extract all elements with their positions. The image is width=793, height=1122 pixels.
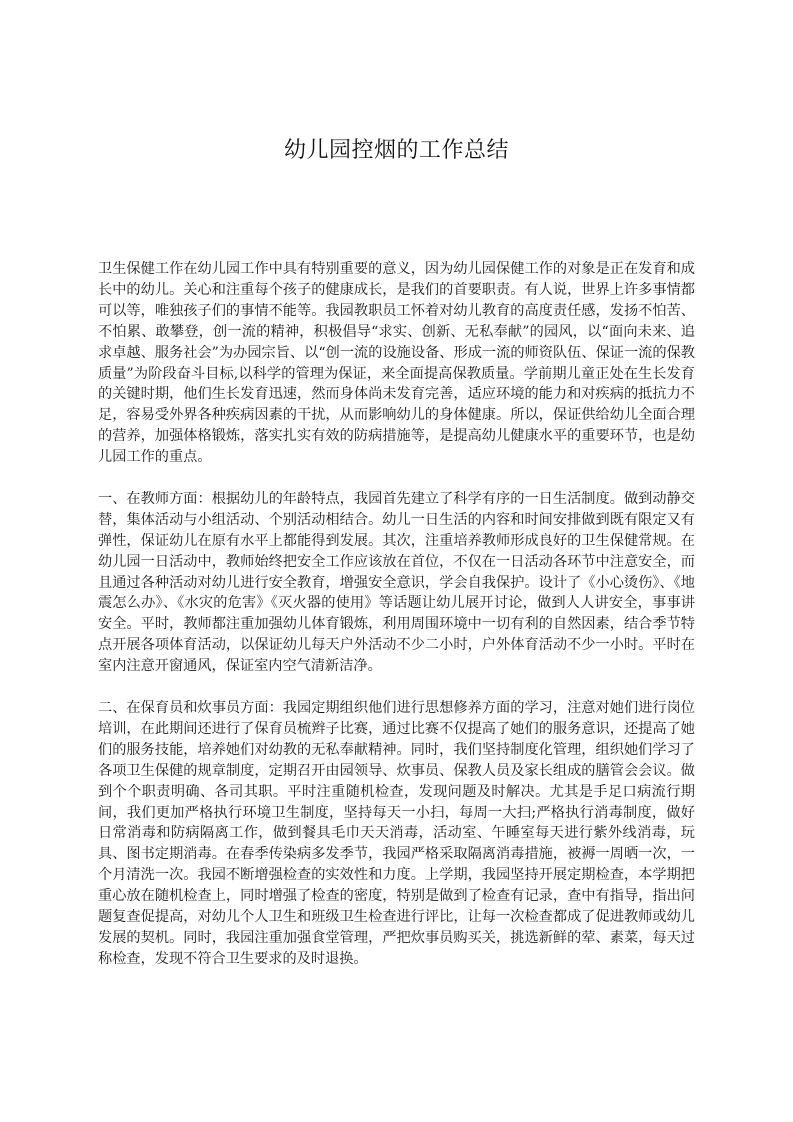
document-body (98, 259, 695, 991)
paragraph-caregivers-cooks: 二、在保育员和炊事员方面：我园定期组织他们进行思想修养方面的学习，注意对她们进行岗位培训，在此期间还进行了保育员梳辫子比赛，通过比赛不仅提高了她们的服务意识，还提高了她们的服务技能，培养她们对幼教的无私奉献精神。同时，我们坚持制度化管理，组织她们学习了各项卫生保健的规章制度，定期召开由园领导、炊事员、保教人员及家长组成的膳管会会议。做到个个职责明确、各司其职。平时注重随机检查，发现问题及时解决。尤其是手足口病流行期间，我们更加严格执行环境卫生制度，坚持每天一小扫，每周一大扫;严格执行消毒制度，做好日常消毒和防病隔离工作，做到餐具毛巾天天消毒，活动室、午睡室每天进行紫外线消毒，玩具、图书定期消毒。在春季传染病多发季节，我园严格采取隔离消毒措施，被褥一周晒一次，一个月清洗一次。我园不断增强检查的实效性和力度。上学期，我园坚持开展定期检查，本学期把重心放在随机检查上，同时增强了检查的密度，特别是做到了检查有记录，查中有指导，指出问题复查促提高，对幼儿个人卫生和班级卫生检查进行评比，让每一次检查都成了促进教师或幼儿发展的契机。同时，我园注重加强食堂管理，严把炊事员购买关，挑选新鲜的荤、素菜，每天过称检查，发现不符合卫生要求的及时退换。 (98, 700, 695, 967)
paragraph-teachers: 一、在教师方面：根据幼儿的年龄特点，我园首先建立了科学有序的一日生活制度。做到动静交替，集体活动与小组活动、个别活动相结合。幼儿一日生活的内容和时间安排做到既有限定又有弹性，保证幼儿在原有水平上都能得到发展。其次，注重培养教师形成良好的卫生保健常规。在幼儿园一日活动中，教师始终把安全工作应该放在首位，不仅在一日活动各环节中注意安全，而且通过各种活动对幼儿进行安全教育，增强安全意识，学会自我保护。设计了《小心烫伤》、《地震怎么办》、《水灾的危害》《灭火器的使用》等话题让幼儿展开讨论，做到人人讲安全，事事讲安全。平时，教师都注重加强幼儿体育锻炼，利用周围环境中一切有利的自然因素，结合季节特点开展各项体育活动，以保证幼儿每天户外活动不少二小时，户外体育活动不少一小时。平时在室内注意开窗通风，保证室内空气清新洁净。 (98, 490, 695, 675)
document-title: 幼儿园控烟的工作总结 (283, 138, 509, 163)
paragraph-intro: 卫生保健工作在幼儿园工作中具有特别重要的意义，因为幼儿园保健工作的对象是正在发育和成长中的幼儿。关心和注重每个孩子的健康成长，是我们的首要职责。有人说，世界上许多事情都可以等，唯独孩子们的事情不能等。我园教职员工怀着对幼儿教育的高度责任感，发扬不怕苦、不怕累、敢攀登，创一流的精神，积极倡导“求实、创新、无私奉献”的园风，以“面向未来、追求卓越、服务社会”为办园宗旨、以“创一流的设施设备、形成一流的师资队伍、保证一流的保教质量”为阶段奋斗目标,以科学的管理为保证，来全面提高保教质量。学前期儿童正处在生长发育的关键时期，他们生长发育迅速，然而身体尚未发育完善，适应环境的能力和对疾病的抵抗力不足，容易受外界各种疾病因素的干扰，从而影响幼儿的身体健康。所以，保证供给幼儿全面合理的营养，加强体格锻炼，落实扎实有效的防病措施等，是提高幼儿健康水平的重要环节，也是幼儿园工作的重点。 (98, 261, 695, 466)
